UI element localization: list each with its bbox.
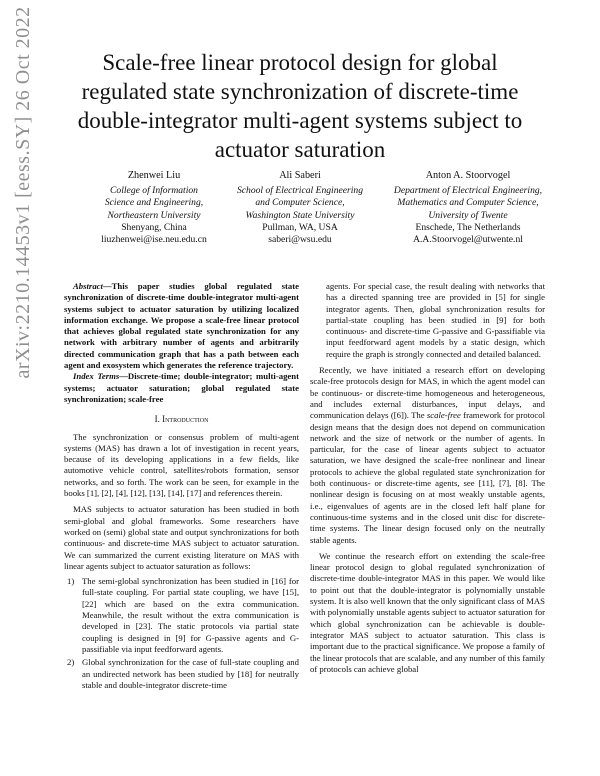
left-column <box>64 281 299 693</box>
abstract-label: Abstract <box>73 281 103 291</box>
index-terms <box>64 371 299 405</box>
author-location: Pullman, WA, USA <box>262 221 338 233</box>
author-name: Anton A. Stoorvogel <box>425 170 511 181</box>
paper-title: Scale-free linear protocol design for global regulated state synchronization of discrete-time double-integrator multi-agent systems subject to actuator saturation <box>77 50 523 162</box>
author-name: Zhenwei Liu <box>127 170 181 181</box>
list-item-text: Global synchronization for the case of full-state coupling and an undirected network has been studied by [18] for neutrally stable and double-integrator discrete-time <box>82 657 299 690</box>
list-item <box>64 576 299 655</box>
section-heading: I. Introduction <box>154 414 209 425</box>
author-location: Shenyang, China <box>121 221 187 233</box>
author-affiliation: and Computer Science, <box>255 197 345 209</box>
paragraph: We continue the research effort on extending the scale-free linear protocol design to global regulated synchronization of discrete-time double-integrator MAS in this paper. We would like to point out that the double-integrator is polynomially unstable system. It is also well known that the only significant class of MAS with polynomially unstable agents subject to actuator saturation for which global synchronization can be achievable is double-integrator MAS subject to actuator saturation. This class is important due to the practical significance. We propose a family of the linear protocols that are scalable, and any number of this family of protocols can achieve global <box>310 550 545 674</box>
author-affiliation: Northeastern University <box>107 209 201 221</box>
list-item <box>64 657 299 691</box>
paragraph-text: framework for protocol design means that the design does not depend on communication network and the size of network or the number of agents. In particular, for the case of linear agents subject to actuator saturation, we have designed the scale-free nonlinear and linear protocols to achieve the global regulated state synchronization for both continuous- or discrete-time agents, see [11], [7], [8]. The nonlinear design is focusing on at most weakly unstable agents, i.e., eigenvalues of agents are in the closed left half plane for continuous-time systems and in the closed unit disc for discrete-time systems. The linear design focused only on the neutrally stable agents. <box>310 410 545 545</box>
paragraph: The synchronization or consensus problem of multi-agent systems (MAS) has drawn a lot of investigation in recent years, because of its developing applications in a few fields, like automotive vehicle control, satellites/robots formation, sensor networks, and so forth. The work can be seen, for example in the books [1], [2], [4], [12], [13], [14], [17] and references therein. <box>64 431 299 499</box>
paragraph: MAS subjects to actuator saturation has been studied in both semi-global and global frameworks. Some researchers have worked on (semi) global state and output synchronizations for both continuous- and discrete-time MAS subject to actuator saturation. We can summarized the current existing literature on MAS with linear agents subject to actuator saturation as follows: <box>64 504 299 571</box>
list-number: 1) <box>67 576 75 587</box>
author-name: Ali Saberi <box>279 170 321 181</box>
list-item-continuation: agents. For special case, the result dealing with networks that has a directed spanning tree are provided in [5] for single integrator agents. Then, global synchronization results for partial-state coupling has been studied in [9] for both continuous- and discrete-time G-passive and G-passifiable via input feedforward agent models by a static design, which require the graph is strongly connected and detailed balanced. <box>326 281 545 359</box>
numbered-list <box>64 576 299 691</box>
paragraph-text: Recently, we have initiated a research effort on developing scale-free protocols design for MAS, in which the agent model can be continuous- or discrete-time homogeneous and heterogeneous, and includes external disturbances, input delays, and communication delays ([6]). The <box>310 365 545 421</box>
author-email[interactable]: A.A.Stoorvogel@utwente.nl <box>413 234 523 246</box>
author-affiliation: Washington State University <box>245 209 355 221</box>
author-affiliation: College of Information <box>110 185 198 197</box>
list-number: 2) <box>67 657 75 668</box>
author-affiliation: Science and Engineering, <box>104 197 204 209</box>
author-email[interactable]: saberi@wsu.edu <box>268 234 332 246</box>
author-2 <box>210 170 390 246</box>
author-affiliation: Mathematics and Computer Science, <box>397 197 539 209</box>
author-affiliation: Department of Electrical Engineering, <box>393 185 543 197</box>
abstract <box>64 281 299 371</box>
list-item-text: The semi-global synchronization has been studied in [16] for full-state coupling. For partial state coupling, we have [15], [22] which are based on the extra communication. Meanwhile, the result without the extra communication is developed in [23]. The static protocols via partial state coupling is designed in [9] for G-passive agents and G-passifiable via input feedforward agents. <box>82 576 299 654</box>
paragraph <box>310 365 545 546</box>
author-email[interactable]: liuzhenwei@ise.neu.edu.cn <box>101 234 207 246</box>
arxiv-identifier[interactable]: arXiv:2210.14453v1 [eess.SY] 26 Oct 2022 <box>12 6 34 379</box>
right-column <box>310 281 545 675</box>
author-location: Enschede, The Netherlands <box>415 221 521 233</box>
author-affiliation: University of Twente <box>428 209 508 221</box>
author-3 <box>378 170 558 246</box>
abstract-text: —This paper studies global regulated state synchronization of discrete-time double-integrator multi-agent systems subject to actuator saturation by utilizing localized information exchange. We propose a scale-free linear protocol that achieves global regulated state synchronization for any network with arbitrary number of agents and arbitrarily directed communication graph that has a path between each agent and exosystem which generates the reference trajectory. <box>64 281 299 371</box>
index-terms-text: —Discrete-time; double-integrator; multi-agent systems; actuator saturation; global regulated state synchronization; scale-free <box>64 371 299 404</box>
emphasis-text: scale-free <box>426 410 461 421</box>
index-terms-label: Index Terms <box>73 371 120 382</box>
author-affiliation: School of Electrical Engineering <box>236 185 364 197</box>
